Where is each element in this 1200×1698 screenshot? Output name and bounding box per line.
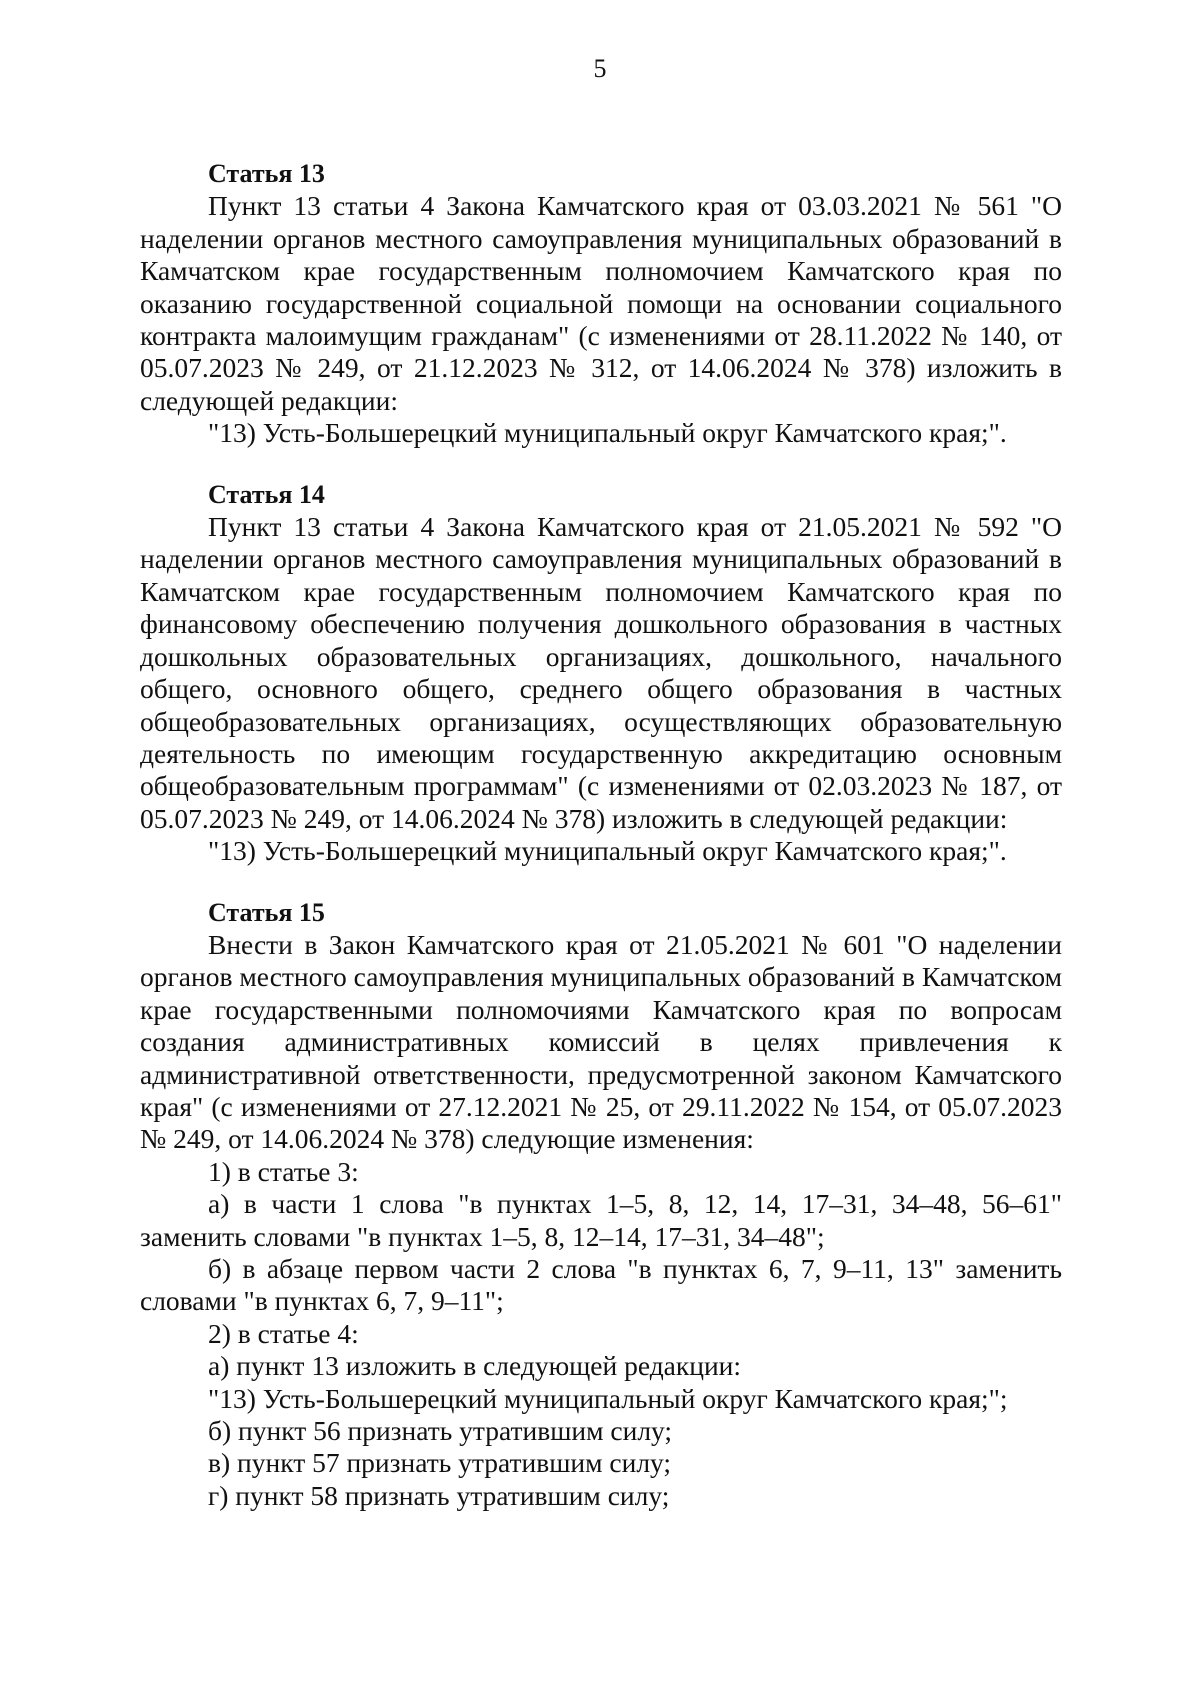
paragraph: "13) Усть-Большерецкий муниципальный округ Камчатского края;". [208,417,1007,449]
paragraph: Пункт 13 статьи 4 Закона Камчатского края от 03.03.2021 № 561 "О наделении органов местного самоуправления муниципальных образований в Камчатском крае государственным полномочием Камчатского края по оказанию государственной социальной помощи на основании социального контракта малоимущим гражданам" (с изменениями от 28.11.2022 № 140, от 05.07.2023 № 249, от 21.12.2023 № 312, от 14.06.2024 № 378) изложить в следующей редакции: [140,190,1062,416]
article-15 [140,897,1062,1513]
document-body [140,158,1062,1512]
article-13 [140,158,1062,450]
paragraph: Внести в Закон Камчатского края от 21.05.2021 № 601 "О наделении органов местного самоуправления муниципальных образований в Камчатском крае государственными полномочиями Камчатского края по вопросам создания административных комиссий в целях привлечения к административной ответственности, предусмотренной законом Камчатского края" (с изменениями от 27.12.2021 № 25, от 29.11.2022 № 154, от 05.07.2023 № 249, от 14.06.2024 № 378) следующие изменения: [140,928,1062,1155]
paragraph: а) в части 1 слова "в пунктах 1–5, 8, 12, 14, 17–31, 34–48, 56–61" заменить словами "в пунктах 1–5, 8, 12–14, 17–31, 34–48"; [140,1188,1062,1252]
paragraph: "13) Усть-Большерецкий муниципальный округ Камчатского края;". [208,835,1007,867]
paragraph: в) пункт 57 признать утратившим силу; [208,1447,672,1479]
paragraph: 1) в статье 3: [208,1155,359,1187]
paragraph: Пункт 13 статьи 4 Закона Камчатского края от 21.05.2021 № 592 "О наделении органов местного самоуправления муниципальных образований в Камчатском крае государственным полномочием Камчатского края по финансовому обеспечению получения дошкольного образования в частных дошкольных образовательных организациях, дошкольного, начального общего, основного общего, среднего общего образования в частных общеобразовательных организациях, осуществляющих образовательную деятельность по имеющим государственную аккредитацию основным общеобразовательным программам" (с изменениями от 02.03.2023 № 187, от 05.07.2023 № 249, от 14.06.2024 № 378) изложить в следующей редакции: [140,511,1062,834]
paragraph: 2) в статье 4: [208,1317,359,1349]
article-heading: Статья 14 [208,479,325,509]
paragraph: г) пункт 58 признать утратившим силу; [208,1479,670,1511]
article-heading: Статья 15 [208,897,325,927]
paragraph: б) пункт 56 признать утратившим силу; [208,1415,673,1447]
paragraph: а) пункт 13 изложить в следующей редакции: [208,1350,742,1382]
article-14 [140,479,1062,868]
page-number: 5 [593,54,607,83]
article-heading: Статья 13 [208,159,325,188]
paragraph: "13) Усть-Большерецкий муниципальный округ Камчатского края;"; [208,1382,1008,1414]
paragraph: б) в абзаце первом части 2 слова "в пунктах 6, 7, 9–11, 13" заменить словами "в пунктах 6, 7, 9–11"; [140,1253,1062,1317]
